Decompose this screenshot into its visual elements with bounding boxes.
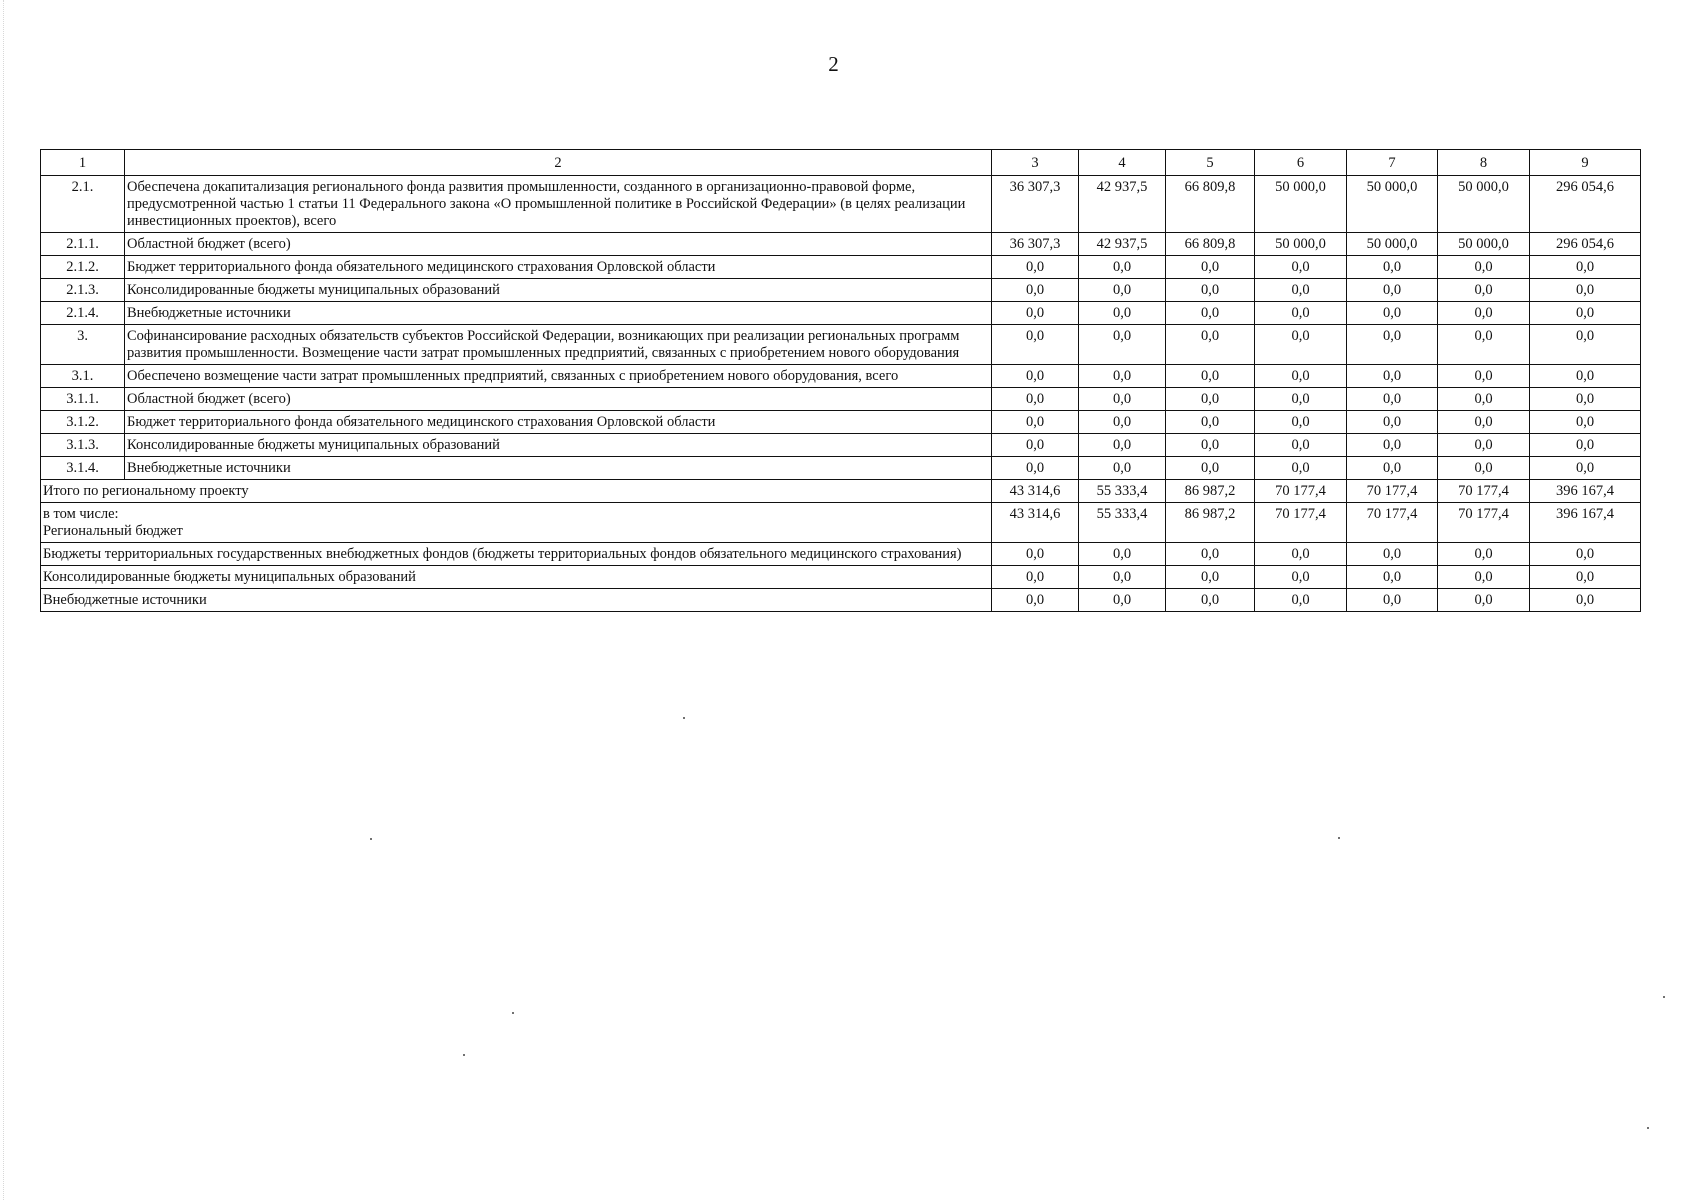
- value-cell: 0,0: [992, 279, 1079, 302]
- summary-value-cell: 396 167,4: [1530, 503, 1641, 543]
- row-description-cell: Консолидированные бюджеты муниципальных образований: [125, 434, 992, 457]
- summary-label: Внебюджетные источники: [43, 592, 207, 608]
- summary-label: Итого по региональному проекту: [43, 483, 249, 499]
- summary-value-cell: 0,0: [992, 543, 1079, 566]
- value-cell: 0,0: [1347, 365, 1438, 388]
- header-cell: 5: [1166, 150, 1255, 176]
- summary-value-cell: 86 987,2: [1166, 503, 1255, 543]
- summary-row: [41, 589, 1641, 612]
- summary-row: [41, 566, 1641, 589]
- table-row: [41, 233, 1641, 256]
- summary-label: Консолидированные бюджеты муниципальных образований: [43, 569, 416, 585]
- scan-speck: [1663, 996, 1665, 998]
- header-cell: 8: [1438, 150, 1530, 176]
- header-cell: 3: [992, 150, 1079, 176]
- summary-label: Бюджеты территориальных государственных внебюджетных фондов (бюджеты территориальных фондов обязательного медицинского страхования): [43, 546, 962, 562]
- summary-value-cell: 0,0: [1255, 589, 1347, 612]
- row-number-cell: 3.1.: [41, 365, 125, 388]
- value-cell: 0,0: [1255, 457, 1347, 480]
- row-description-cell: Консолидированные бюджеты муниципальных образований: [125, 279, 992, 302]
- row-description-cell: Внебюджетные источники: [125, 457, 992, 480]
- value-cell: 0,0: [1438, 388, 1530, 411]
- value-cell: 0,0: [1530, 279, 1641, 302]
- value-cell: 0,0: [1347, 256, 1438, 279]
- value-cell: 0,0: [1166, 302, 1255, 325]
- value-cell: 0,0: [1079, 302, 1166, 325]
- row-number-cell: 3.1.4.: [41, 457, 125, 480]
- summary-label-cell: [41, 543, 992, 566]
- summary-value-cell: 70 177,4: [1438, 503, 1530, 543]
- summary-row: [41, 480, 1641, 503]
- value-cell: 0,0: [992, 434, 1079, 457]
- table-row: [41, 256, 1641, 279]
- summary-value-cell: 0,0: [1347, 566, 1438, 589]
- value-cell: 0,0: [1347, 325, 1438, 365]
- summary-value-cell: 0,0: [1530, 589, 1641, 612]
- value-cell: 0,0: [1255, 256, 1347, 279]
- value-cell: 50 000,0: [1347, 176, 1438, 233]
- value-cell: 0,0: [1166, 365, 1255, 388]
- summary-value-cell: 0,0: [992, 566, 1079, 589]
- value-cell: 0,0: [1166, 388, 1255, 411]
- value-cell: 0,0: [1079, 411, 1166, 434]
- value-cell: 50 000,0: [1255, 233, 1347, 256]
- page-number: 2: [828, 52, 839, 76]
- scan-edge-artifact: [3, 0, 5, 1200]
- value-cell: 0,0: [1255, 279, 1347, 302]
- summary-value-cell: 43 314,6: [992, 503, 1079, 543]
- summary-value-cell: 43 314,6: [992, 480, 1079, 503]
- scan-speck: [370, 838, 372, 840]
- summary-value-cell: 0,0: [1079, 543, 1166, 566]
- value-cell: 0,0: [1166, 457, 1255, 480]
- value-cell: 0,0: [1166, 279, 1255, 302]
- scan-speck: [512, 1012, 514, 1014]
- table-row: [41, 325, 1641, 365]
- value-cell: 36 307,3: [992, 233, 1079, 256]
- value-cell: 42 937,5: [1079, 176, 1166, 233]
- row-number-cell: 3.1.3.: [41, 434, 125, 457]
- table-row: [41, 279, 1641, 302]
- value-cell: 296 054,6: [1530, 176, 1641, 233]
- summary-value-cell: 0,0: [1438, 589, 1530, 612]
- summary-value-cell: 55 333,4: [1079, 503, 1166, 543]
- value-cell: 0,0: [1255, 411, 1347, 434]
- row-number-cell: 2.1.4.: [41, 302, 125, 325]
- value-cell: 0,0: [1255, 365, 1347, 388]
- summary-value-cell: 0,0: [1255, 566, 1347, 589]
- summary-value-cell: 0,0: [1166, 543, 1255, 566]
- value-cell: 0,0: [992, 325, 1079, 365]
- row-description-cell: Бюджет территориального фонда обязательного медицинского страхования Орловской области: [125, 256, 992, 279]
- value-cell: 0,0: [1530, 365, 1641, 388]
- value-cell: 0,0: [1079, 434, 1166, 457]
- value-cell: 0,0: [1438, 457, 1530, 480]
- summary-row: [41, 543, 1641, 566]
- budget-table: [40, 149, 1641, 612]
- summary-label-cell: [41, 503, 992, 543]
- row-description-cell: Областной бюджет (всего): [125, 388, 992, 411]
- value-cell: 0,0: [1255, 325, 1347, 365]
- header-cell: 4: [1079, 150, 1166, 176]
- value-cell: 0,0: [1438, 279, 1530, 302]
- row-number-cell: 2.1.3.: [41, 279, 125, 302]
- summary-value-cell: 0,0: [1347, 543, 1438, 566]
- value-cell: 0,0: [1438, 411, 1530, 434]
- table-row: [41, 365, 1641, 388]
- header-cell: 7: [1347, 150, 1438, 176]
- header-cell: 6: [1255, 150, 1347, 176]
- table-row: [41, 457, 1641, 480]
- value-cell: 0,0: [1530, 256, 1641, 279]
- value-cell: 0,0: [1079, 388, 1166, 411]
- value-cell: 0,0: [1255, 388, 1347, 411]
- value-cell: 0,0: [1530, 434, 1641, 457]
- value-cell: 0,0: [1255, 434, 1347, 457]
- value-cell: 50 000,0: [1438, 176, 1530, 233]
- value-cell: 0,0: [1166, 325, 1255, 365]
- table-row: [41, 302, 1641, 325]
- scan-speck: [463, 1054, 465, 1056]
- summary-value-cell: 0,0: [1255, 543, 1347, 566]
- summary-value-cell: 0,0: [992, 589, 1079, 612]
- summary-label-cell: [41, 589, 992, 612]
- value-cell: 50 000,0: [1438, 233, 1530, 256]
- table-header-row: [41, 150, 1641, 176]
- value-cell: 50 000,0: [1347, 233, 1438, 256]
- value-cell: 0,0: [1347, 279, 1438, 302]
- value-cell: 36 307,3: [992, 176, 1079, 233]
- table-row: [41, 388, 1641, 411]
- value-cell: 0,0: [1347, 388, 1438, 411]
- value-cell: 0,0: [1166, 434, 1255, 457]
- value-cell: 0,0: [1347, 457, 1438, 480]
- value-cell: 0,0: [992, 457, 1079, 480]
- value-cell: 0,0: [992, 302, 1079, 325]
- value-cell: 0,0: [1438, 325, 1530, 365]
- value-cell: 66 809,8: [1166, 176, 1255, 233]
- row-number-cell: 2.1.: [41, 176, 125, 233]
- value-cell: 0,0: [992, 388, 1079, 411]
- value-cell: 0,0: [992, 256, 1079, 279]
- summary-value-cell: 70 177,4: [1347, 503, 1438, 543]
- table-row: [41, 434, 1641, 457]
- summary-value-cell: 0,0: [1438, 543, 1530, 566]
- row-number-cell: 2.1.1.: [41, 233, 125, 256]
- summary-value-cell: 0,0: [1347, 589, 1438, 612]
- value-cell: 0,0: [1166, 411, 1255, 434]
- summary-label-cell: [41, 566, 992, 589]
- row-description-cell: Обеспечена докапитализация регионального фонда развития промышленности, созданного в организационно-правовой форме, предусмотренной частью 1 статьи 11 Федерального закона «О промышленной политике в Российской Федерации» (в целях реализации инвестиционных проектов), всего: [125, 176, 992, 233]
- row-number-cell: 2.1.2.: [41, 256, 125, 279]
- value-cell: 0,0: [1079, 325, 1166, 365]
- value-cell: 0,0: [1166, 256, 1255, 279]
- value-cell: 0,0: [1347, 411, 1438, 434]
- row-description-cell: Софинансирование расходных обязательств субъектов Российской Федерации, возникающих при реализации региональных программ развития промышленности. Возмещение части затрат промышленных предприятий, связанных с приобретением нового оборудования: [125, 325, 992, 365]
- summary-value-cell: 0,0: [1166, 566, 1255, 589]
- row-number-cell: 3.1.1.: [41, 388, 125, 411]
- summary-label: в том числе:: [43, 506, 119, 522]
- value-cell: 0,0: [1438, 365, 1530, 388]
- value-cell: 0,0: [1079, 457, 1166, 480]
- row-description-cell: Бюджет территориального фонда обязательного медицинского страхования Орловской области: [125, 411, 992, 434]
- value-cell: 0,0: [1079, 256, 1166, 279]
- value-cell: 0,0: [992, 411, 1079, 434]
- scan-speck: [1338, 837, 1340, 839]
- header-cell: 1: [41, 150, 125, 176]
- summary-label-cell: [41, 480, 992, 503]
- row-description-cell: Внебюджетные источники: [125, 302, 992, 325]
- value-cell: 0,0: [1438, 302, 1530, 325]
- value-cell: 0,0: [1079, 279, 1166, 302]
- summary-value-cell: 70 177,4: [1255, 503, 1347, 543]
- summary-value-cell: 0,0: [1438, 566, 1530, 589]
- value-cell: 0,0: [1530, 302, 1641, 325]
- header-cell: 2: [125, 150, 992, 176]
- value-cell: 0,0: [1530, 411, 1641, 434]
- summary-value-cell: 0,0: [1530, 543, 1641, 566]
- value-cell: 0,0: [1438, 256, 1530, 279]
- summary-value-cell: 0,0: [1166, 589, 1255, 612]
- value-cell: 50 000,0: [1255, 176, 1347, 233]
- value-cell: 66 809,8: [1166, 233, 1255, 256]
- summary-value-cell: 70 177,4: [1347, 480, 1438, 503]
- summary-value-cell: 0,0: [1079, 566, 1166, 589]
- row-number-cell: 3.: [41, 325, 125, 365]
- header-cell: 9: [1530, 150, 1641, 176]
- summary-value-cell: 70 177,4: [1255, 480, 1347, 503]
- summary-value-cell: 55 333,4: [1079, 480, 1166, 503]
- row-description-cell: Областной бюджет (всего): [125, 233, 992, 256]
- table-body: [41, 150, 1641, 612]
- summary-value-cell: 0,0: [1530, 566, 1641, 589]
- row-number-cell: 3.1.2.: [41, 411, 125, 434]
- summary-sublabel: Региональный бюджет: [43, 523, 183, 539]
- summary-value-cell: 396 167,4: [1530, 480, 1641, 503]
- summary-value-cell: 70 177,4: [1438, 480, 1530, 503]
- value-cell: 0,0: [1079, 365, 1166, 388]
- value-cell: 42 937,5: [1079, 233, 1166, 256]
- value-cell: 0,0: [992, 365, 1079, 388]
- value-cell: 0,0: [1438, 434, 1530, 457]
- scan-speck: [683, 717, 685, 719]
- table-row: [41, 176, 1641, 233]
- value-cell: 0,0: [1347, 434, 1438, 457]
- summary-value-cell: 0,0: [1079, 589, 1166, 612]
- summary-row: [41, 503, 1641, 543]
- value-cell: 0,0: [1530, 457, 1641, 480]
- value-cell: 0,0: [1347, 302, 1438, 325]
- row-description-cell: Обеспечено возмещение части затрат промышленных предприятий, связанных с приобретением нового оборудования, всего: [125, 365, 992, 388]
- value-cell: 0,0: [1530, 388, 1641, 411]
- value-cell: 296 054,6: [1530, 233, 1641, 256]
- value-cell: 0,0: [1530, 325, 1641, 365]
- table-row: [41, 411, 1641, 434]
- scan-speck: [1647, 1127, 1649, 1129]
- value-cell: 0,0: [1255, 302, 1347, 325]
- summary-value-cell: 86 987,2: [1166, 480, 1255, 503]
